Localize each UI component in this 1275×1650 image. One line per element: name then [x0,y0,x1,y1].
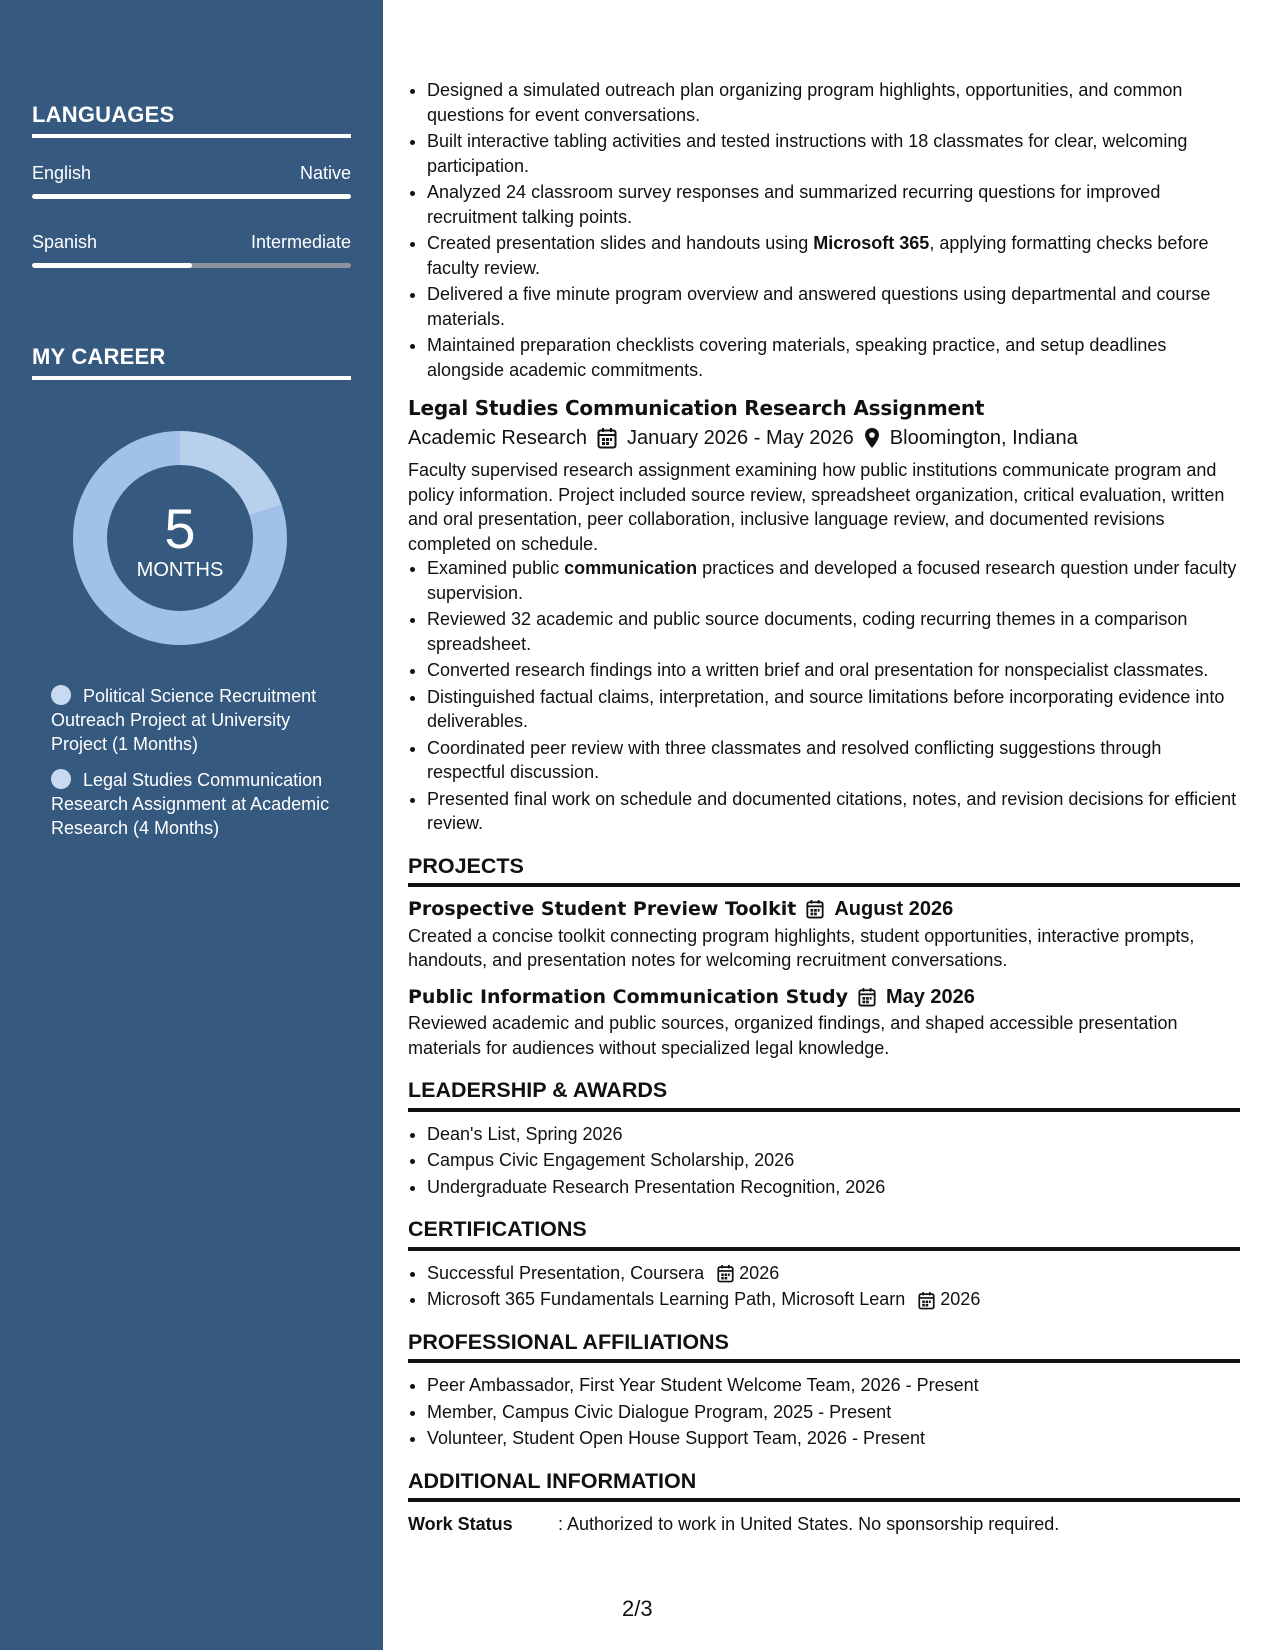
language-row-english [32,163,351,184]
certification-name: Successful Presentation, Coursera [427,1262,705,1283]
project-date: May 2026 [885,985,975,1008]
career-heading: MY CAREER [32,344,351,380]
project-item [408,985,1240,1061]
project-item [408,897,1240,973]
bullet-text: Presented final work on schedule and documented citations, notes, and revision decisions for efficient review. [427,788,1237,833]
bullet-item [427,282,1240,331]
work-status-row [408,1512,1240,1537]
calendar-icon [918,1291,935,1310]
bullet-item [427,180,1240,229]
bullet-text: , applying formatting checks before faculty review. [427,233,1209,278]
location-pin-icon [864,427,880,449]
career-legend-label: Legal Studies Communication Research Assignment at Academic Research (4 Months) [51,770,330,838]
bullet-text: Reviewed 32 academic and public source documents, coding recurring themes in a comparison spreadsheet. [427,609,1188,654]
bullet-keyword: communication [564,558,698,578]
legend-dot-icon [51,685,71,705]
career-legend [51,684,341,852]
job-org: Academic Research [408,426,587,449]
bullet-text: Analyzed 24 classroom survey responses and summarized recurring questions for improved recruitment talking points. [427,182,1161,227]
language-level: Native [299,163,351,183]
work-status-label: Work Status [408,1514,513,1534]
calendar-icon [717,1264,734,1283]
list-item: • Dean's List, Spring 2026 [427,1122,1240,1147]
language-proficiency-bar [32,194,351,199]
job-meta [408,426,1240,451]
bullet-item [427,231,1240,280]
career-total-value: 5 [164,497,196,560]
project-description: Created a concise toolkit connecting program highlights, student opportunities, interactive prompts, handouts, and presentation notes for welcoming recruitment conversations. [408,925,1195,970]
career-donut-chart [66,424,294,652]
list-item [427,1261,1240,1286]
list-item: • Volunteer, Student Open House Support Team, 2026 - Present [427,1426,1240,1451]
language-proficiency-fill [32,263,192,268]
leadership-list [408,1122,1240,1200]
certifications-heading: CERTIFICATIONS [408,1217,1240,1251]
list-item: • Member, Campus Civic Dialogue Program, 2025 - Present [427,1400,1240,1425]
job-dates: January 2026 - May 2026 [626,426,854,449]
bullet-text: Built interactive tabling activities and tested instructions with 18 classmates for clear, welcoming participation. [427,131,1188,176]
bullet-text: practices and developed a focused research question under faculty supervision. [427,558,1237,603]
page-number: 2/3 [622,1596,653,1621]
bullet-item [427,129,1240,178]
bullet-item [427,556,1240,605]
calendar-icon [858,987,876,1007]
bullet-item [427,736,1240,785]
bullet-text: Designed a simulated outreach plan organizing program highlights, opportunities, and common questions for event conversations. [427,80,1183,125]
bullet-text: Converted research findings into a written brief and oral presentation for nonspecialist classmates. [427,660,1209,680]
bullet-text: Created presentation slides and handouts using [427,233,814,253]
bullet-text: Maintained preparation checklists covering materials, speaking practice, and setup deadlines alongside academic commitments. [427,335,1167,380]
affiliations-list [408,1373,1240,1451]
certifications-list [408,1261,1240,1312]
bullet-item [427,333,1240,382]
career-legend-label: Political Science Recruitment Outreach Project at University Project (1 Months) [51,686,317,754]
language-proficiency-fill [32,194,351,199]
language-level: Intermediate [250,232,351,252]
projects-heading: PROJECTS [408,854,1240,888]
certification-name: Microsoft 365 Fundamentals Learning Path, Microsoft Learn [427,1289,906,1309]
list-item: • Peer Ambassador, First Year Student Welcome Team, 2026 - Present [427,1373,1240,1398]
bullet-item [427,607,1240,656]
career-total-unit: MONTHS [136,559,224,581]
languages-heading: LANGUAGES [32,102,351,138]
list-item [427,1287,1240,1312]
career-legend-item [51,684,341,756]
project-title: Public Information Communication Study [408,985,848,1008]
work-status-value: : Authorized to work in United States. No sponsorship required. [558,1514,1060,1534]
job-location: Bloomington, Indiana [889,426,1078,449]
certification-date: 2026 [940,1289,981,1309]
legend-dot-icon [51,769,71,789]
bullet-item [427,787,1240,836]
experience-bullets [408,78,1240,382]
bullet-text: Examined public [427,558,565,578]
bullet-item [427,658,1240,683]
bullet-text: Coordinated peer review with three classmates and resolved conflicting suggestions through respectful discussion. [427,737,1162,782]
bullet-item [427,685,1240,734]
job-title: Legal Studies Communication Research Assignment [408,396,985,420]
job-bullets [408,556,1240,836]
bullet-item [427,78,1240,127]
leadership-heading: LEADERSHIP & AWARDS [408,1078,1240,1112]
certification-date: 2026 [739,1262,780,1283]
bullet-keyword: Microsoft 365 [813,233,930,253]
main-content [408,78,1240,1537]
calendar-icon [597,427,617,449]
project-title-row [408,985,1240,1010]
list-item: • Undergraduate Research Presentation Recognition, 2026 [427,1175,1240,1200]
project-title-row [408,897,1240,922]
additional-info-heading: ADDITIONAL INFORMATION [408,1469,1240,1503]
bullet-text: Delivered a five minute program overview and answered questions using departmental and course materials. [427,284,1211,329]
language-name: Spanish [32,232,98,252]
job-description: Faculty supervised research assignment examining how public institutions communicate program and policy information. Project included source review, spreadsheet organization, critical evaluation, written and oral presentation, peer collaboration, inclusive language review, and documented revisions completed on schedule. [408,460,1225,554]
project-description: Reviewed academic and public sources, organized findings, and shaped accessible presentation materials for audiences without specialized legal knowledge. [408,1013,1178,1058]
language-row-spanish [32,232,351,253]
language-proficiency-bar [32,263,351,268]
list-item: • Campus Civic Engagement Scholarship, 2026 [427,1148,1240,1173]
career-legend-item [51,768,341,840]
affiliations-heading: PROFESSIONAL AFFILIATIONS [408,1330,1240,1364]
project-title: Prospective Student Preview Toolkit [408,898,797,920]
project-date: August 2026 [834,898,954,920]
language-name: English [32,163,92,183]
bullet-text: Distinguished factual claims, interpretation, and source limitations before incorporating evidence into deliverables. [427,686,1225,731]
calendar-icon [806,899,824,919]
sidebar [0,0,383,1650]
